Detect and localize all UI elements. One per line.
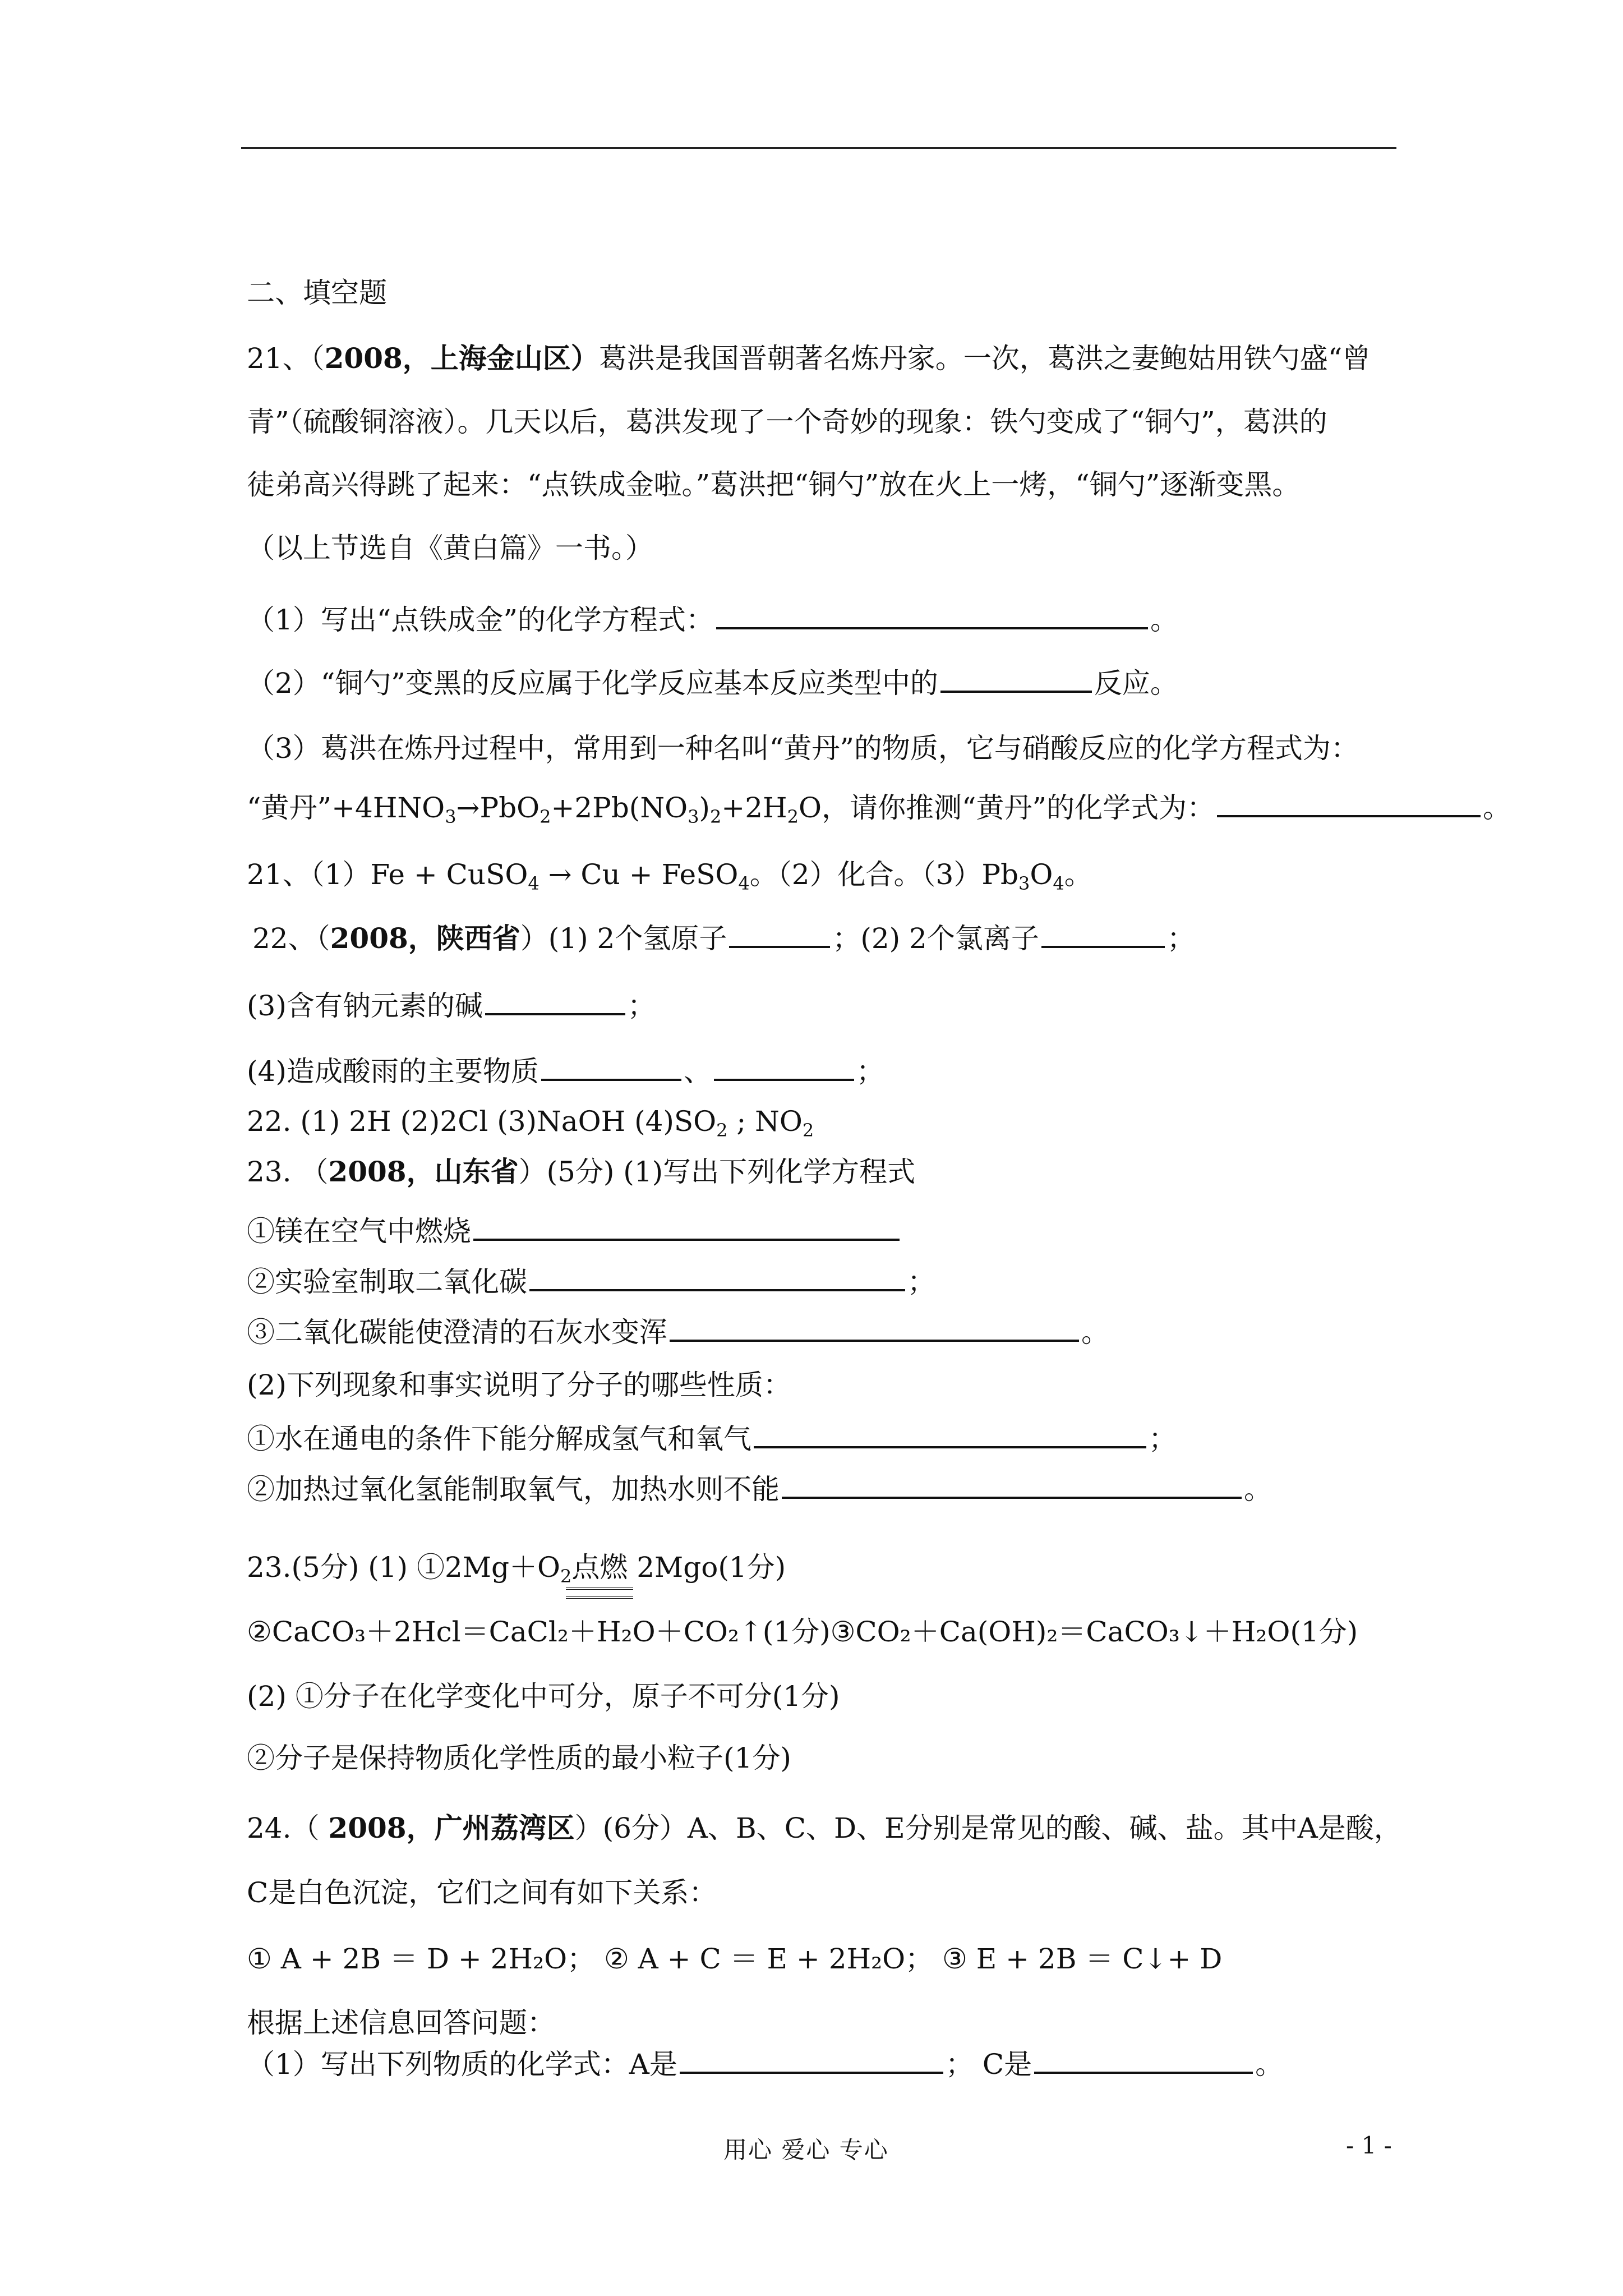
q24-line-2: C是白色沉淀，它们之间有如下关系：: [247, 1876, 717, 1909]
answer-blank[interactable]: [1217, 788, 1481, 817]
section-title: 二、填空题: [247, 277, 387, 309]
answer-blank[interactable]: [1034, 2045, 1253, 2074]
q21-line-4: （以上节选自《黄白篇》一书。）: [247, 532, 653, 564]
answer-blank[interactable]: [716, 600, 1148, 629]
q23-answer-4: ②分子是保持物质化学性质的最小粒子(1分): [247, 1742, 791, 1774]
q22-line-3: (4)造成酸雨的主要物质 、 ；: [247, 1052, 884, 1091]
answer-blank[interactable]: [754, 1419, 1146, 1448]
reaction-condition: 点燃: [571, 1548, 628, 1586]
answer-blank[interactable]: [1041, 919, 1165, 948]
answer-blank[interactable]: [782, 1470, 1242, 1499]
answer-blank[interactable]: [670, 1313, 1079, 1342]
q22-line-2: (3)含有钠元素的碱 ；: [247, 986, 656, 1025]
q23-answer-3: (2) ①分子在化学变化中可分，原子不可分(1分): [247, 1680, 840, 1713]
q23-answer-1: 23.(5分) (1) $①2Mg+O_2$点燃 2Mgo(1分): [247, 1548, 786, 1595]
q21-equation: “黄丹$”+4HNO_3\to PbO_2+2Pb(NO_3)_2+2H_2O$，请你推测“黄丹”的化学式为： 。: [247, 788, 1511, 836]
q21-line-2: 青”（硫酸铜溶液）。几天以后，葛洪发现了一个奇妙的现象：铁勺变成了“铜勺”，葛洪的: [247, 406, 1327, 438]
answer-blank[interactable]: [473, 1212, 900, 1241]
answer-blank[interactable]: [940, 664, 1092, 693]
q24-line-4: 根据上述信息回答问题：: [247, 2007, 555, 2039]
q23-item-2: ②实验室制取二氧化碳 ；: [247, 1262, 935, 1301]
q23-item-1: ①镁在空气中燃烧: [247, 1212, 902, 1250]
answer-blank[interactable]: [714, 1052, 854, 1081]
answer-blank[interactable]: [485, 986, 625, 1015]
q21-part-3: （3）葛洪在炼丹过程中，常用到一种名叫“黄丹”的物质，它与硝酸反应的化学方程式为：: [247, 732, 1359, 765]
q23-item-3: ③二氧化碳能使澄清的石灰水变浑 。: [247, 1313, 1109, 1351]
q23-line-5: (2)下列现象和事实说明了分子的哪些性质：: [247, 1369, 791, 1401]
q21-part-1: （1）写出“点铁成金”的化学方程式： 。: [247, 600, 1178, 639]
q23-line-1: 23. （2008，山东省）(5分) (1)写出下列化学方程式: [247, 1155, 916, 1188]
answer-blank[interactable]: [729, 919, 830, 948]
q23-item-5: ②加热过氧化氢能制取氧气，加热水则不能 。: [247, 1470, 1272, 1508]
q24-line-1: 24.（ 2008，广州荔湾区）(6分）A、B、C、D、E分别是常见的酸、碱、盐。其中A是酸，: [247, 1811, 1402, 1844]
q23-answer-2: ②CaCO₃＋2Hcl＝CaCl₂＋H₂O＋CO₂↑(1分)③CO₂＋Ca(OH)₂＝CaCO₃↓＋H₂O(1分): [247, 1616, 1358, 1648]
page-number: - 1 -: [1346, 2132, 1392, 2159]
q22-answer: 22. (1) 2H (2)2Cl (3)NaOH $(4)SO_2$ ; $NO_2$: [247, 1105, 814, 1141]
answer-blank[interactable]: [541, 1052, 681, 1081]
q24-relations: ① A + 2B ＝ D + 2H₂O； ② A + C ＝ E + 2H₂O； ③ E + 2B ＝ C↓+ D: [247, 1943, 1223, 1975]
q24-line-5: （1）写出下列物质的化学式：A是 ； C是 。: [247, 2045, 1283, 2083]
q21-answer: 21、（1）Fe + CuSO$_4$ → Cu + FeSO$_4$。（2）化合。$(3)Pb_3O_4$。: [247, 858, 1092, 894]
answer-blank[interactable]: [680, 2045, 943, 2074]
footer-motto: 用心 爱心 专心: [723, 2136, 889, 2164]
q21-part-2: （2）“铜勺”变黑的反应属于化学反应基本反应类型中的 反应。: [247, 664, 1178, 702]
q21-line-3: 徒弟高兴得跳了起来：“点铁成金啦。”葛洪把“铜勺”放在火上一烤，“铜勺”逐渐变黑。: [247, 468, 1301, 501]
answer-blank[interactable]: [529, 1262, 905, 1291]
q22-line-1: 22、（2008，陕西省）(1) 2个氢原子 ；(2) 2个氯离子 ；: [252, 919, 1195, 958]
q21-line-1: 21、（2008，上海金山区）葛洪是我国晋朝著名炼丹家。一次，葛洪之妻鲍姑用铁勺盛“曾: [247, 342, 1371, 375]
header-rule: [241, 147, 1396, 149]
q23-item-4: ①水在通电的条件下能分解成氢气和氧气 ；: [247, 1419, 1177, 1458]
